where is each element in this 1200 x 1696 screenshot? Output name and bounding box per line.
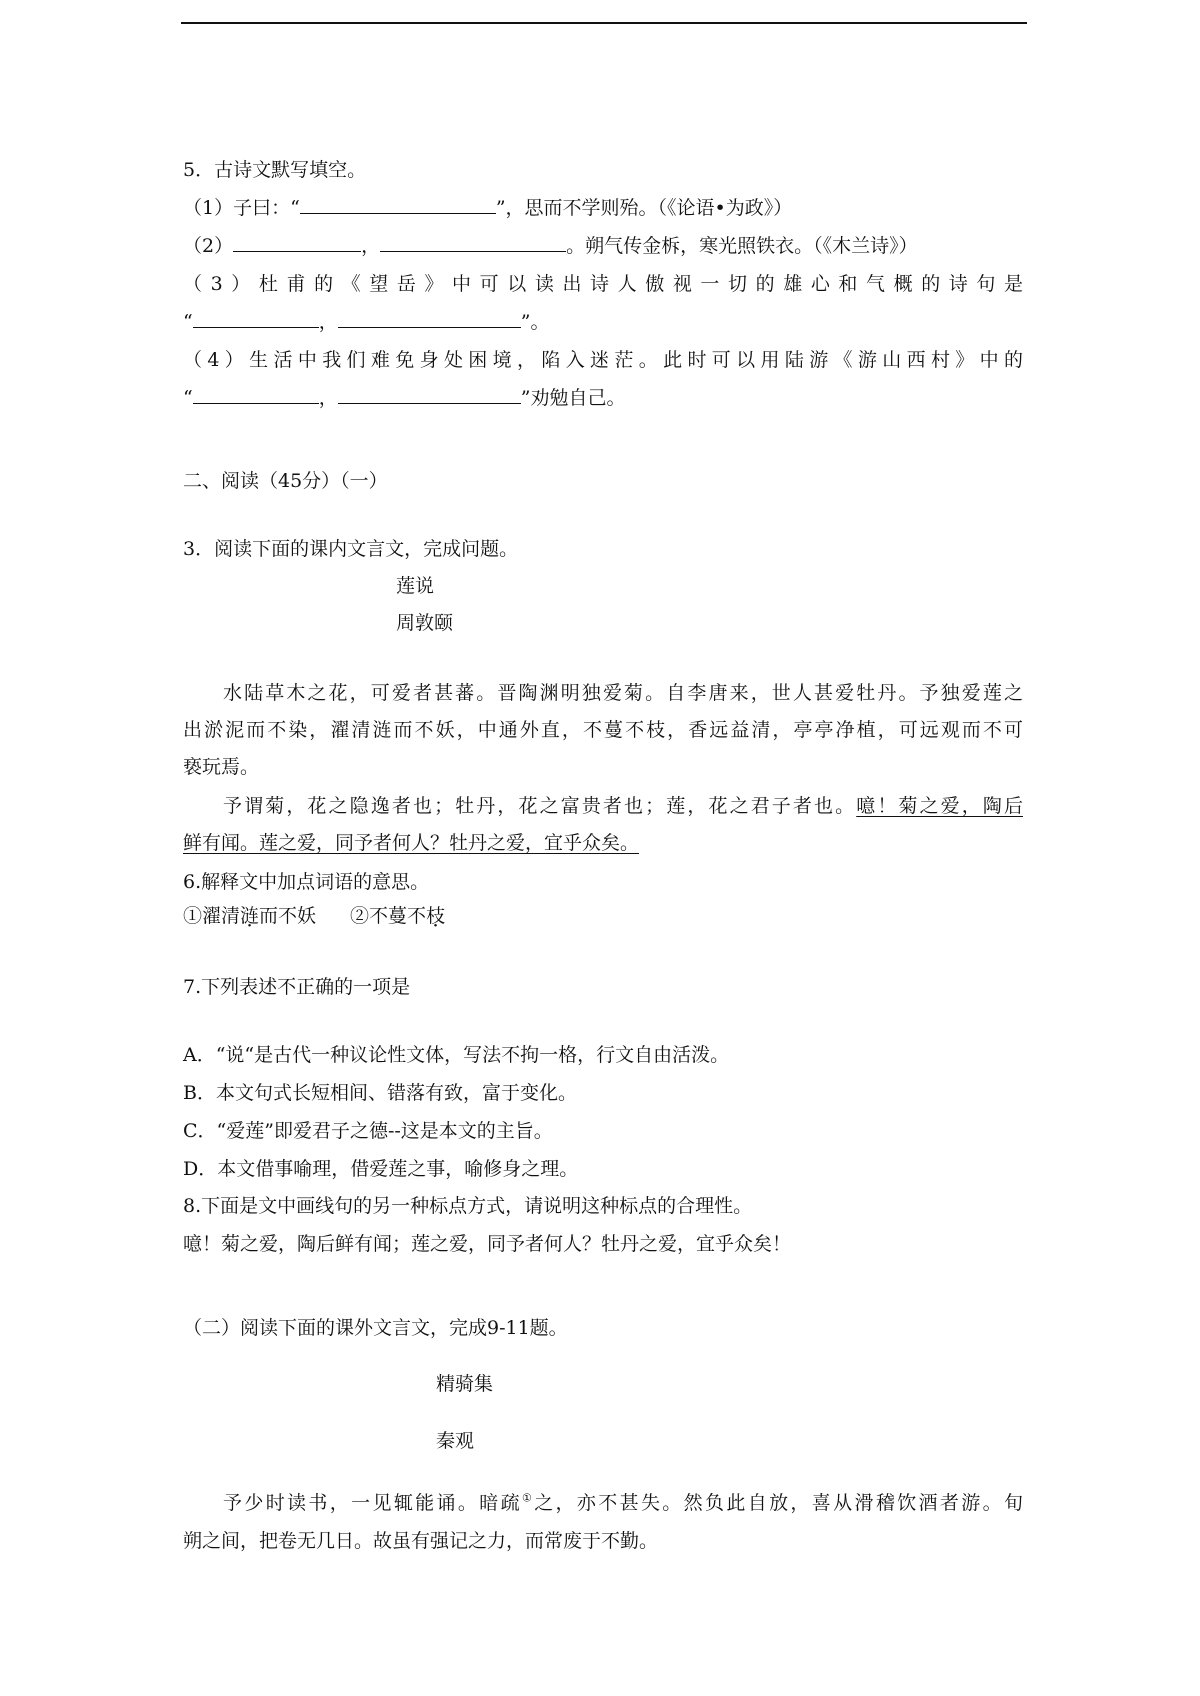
- passage-paragraph-2-line-2: [183, 830, 639, 856]
- option-b: B．本文句式长短相间、错落有致，富于变化。: [183, 1082, 577, 1104]
- question-6-prompt: 6.解释文中加点词语的意思。: [183, 871, 430, 893]
- text: 之，亦不甚失。然负此自放，喜从滑稽饮酒者游。旬: [534, 1492, 1023, 1514]
- open-quote: “: [183, 387, 193, 409]
- fill-blank[interactable]: [338, 309, 521, 328]
- underlined-sentence: 鲜有闻。莲之爱，同予者何人？牡丹之爱，宜乎众矣。: [183, 832, 640, 854]
- open-quote: “: [183, 311, 193, 333]
- passage-paragraph-1-line-1: 水陆草木之花，可爱者甚蕃。晋陶渊明独爱菊。自李唐来，世人甚爱牡丹。予独爱莲之: [223, 682, 1023, 704]
- dotted-character: 涟: [240, 905, 260, 927]
- fill-blank[interactable]: [193, 385, 319, 404]
- q5-1-prefix: （1）子曰：“: [183, 197, 300, 219]
- passage-title: 莲说: [396, 575, 435, 597]
- footnote-marker: ①: [521, 1491, 535, 1505]
- item-1-text-end: 而不妖: [259, 905, 317, 927]
- question-3-prompt: 3．阅读下面的课内文言文，完成问题。: [183, 538, 519, 560]
- option-a: A．“说“是古代一种议论性文体，写法不拘一格，行文自由活泼。: [183, 1044, 730, 1066]
- question-5-item-2: [183, 233, 918, 259]
- question-8-text: 噫！菊之爱，陶后鲜有闻；莲之爱，同予者何人？牡丹之爱，宜乎众矣！: [183, 1233, 792, 1255]
- passage-paragraph-2-line-1: [223, 793, 1023, 819]
- section-2-heading: 二、阅读（45分）（一）: [183, 470, 388, 492]
- q5-4-suffix: ”劝勉自己。: [520, 387, 626, 409]
- question-6-items: [183, 903, 445, 929]
- question-7-prompt: 7.下列表述不正确的一项是: [183, 976, 411, 998]
- passage-author: 周敦颐: [396, 612, 454, 634]
- question-5-title: 5．古诗文默写填空。: [183, 159, 367, 181]
- q5-1-suffix: ”，思而不学则殆。（《论语•为政》）: [495, 197, 793, 219]
- question-5-item-4-blanks: [183, 385, 625, 411]
- dotted-character: 枝: [426, 905, 446, 927]
- passage-2-author: 秦观: [436, 1430, 475, 1452]
- fill-blank[interactable]: [193, 309, 319, 328]
- option-c: C．“爱莲”即爱君子之德--这是本文的主旨。: [183, 1120, 553, 1142]
- q5-2-suffix: 。朔气传金柝，寒光照铁衣。（《木兰诗》）: [566, 235, 918, 257]
- passage-paragraph-1-line-3: 亵玩焉。: [183, 756, 260, 778]
- question-8-prompt: 8.下面是文中画线句的另一种标点方式，请说明这种标点的合理性。: [183, 1195, 753, 1217]
- header-rule: [181, 22, 1027, 24]
- item-1-text: ①濯清: [183, 905, 241, 927]
- passage-2-title: 精骑集: [436, 1373, 494, 1395]
- q5-2-comma: ，: [361, 235, 381, 257]
- question-5-item-1: [183, 195, 792, 221]
- passage-paragraph-1-line-2: 出淤泥而不染，濯清涟而不妖，中通外直，不蔓不枝，香远益清，亭亭净植，可远观而不可: [183, 719, 1023, 741]
- q5-2-prefix: （2）: [183, 235, 234, 257]
- passage-2-line-2: 朔之间，把卷无几日。故虽有强记之力，而常废于不勤。: [183, 1530, 659, 1552]
- option-d: D．本文借事喻理，借爱莲之事，喻修身之理。: [183, 1158, 579, 1180]
- text: 予少时读书，一见辄能诵。暗疏: [223, 1492, 522, 1514]
- part-2-prompt: （二）阅读下面的课外文言文，完成9-11题。: [183, 1317, 568, 1339]
- passage-2-line-1: [223, 1490, 1023, 1516]
- fill-blank[interactable]: [233, 233, 361, 252]
- question-5-item-4: （4）生活中我们难免身处困境，陷入迷茫。此时可以用陆游《游山西村》中的: [183, 349, 1023, 371]
- close-quote: ”。: [520, 311, 550, 333]
- fill-blank[interactable]: [300, 195, 496, 214]
- fill-blank[interactable]: [338, 385, 521, 404]
- question-5-item-3: （3）杜甫的《望岳》中可以读出诗人傲视一切的雄心和气概的诗句是: [183, 273, 1023, 295]
- comma: ，: [318, 311, 338, 333]
- underlined-sentence: 噫！菊之爱，陶后: [856, 795, 1023, 817]
- plain-text: 予谓菊，花之隐逸者也；牡丹，花之富贵者也；莲，花之君子者也。: [223, 795, 857, 817]
- comma: ，: [318, 387, 338, 409]
- fill-blank[interactable]: [380, 233, 566, 252]
- question-5-item-3-blanks: [183, 309, 549, 335]
- item-2-text: ②不蔓不: [350, 905, 427, 927]
